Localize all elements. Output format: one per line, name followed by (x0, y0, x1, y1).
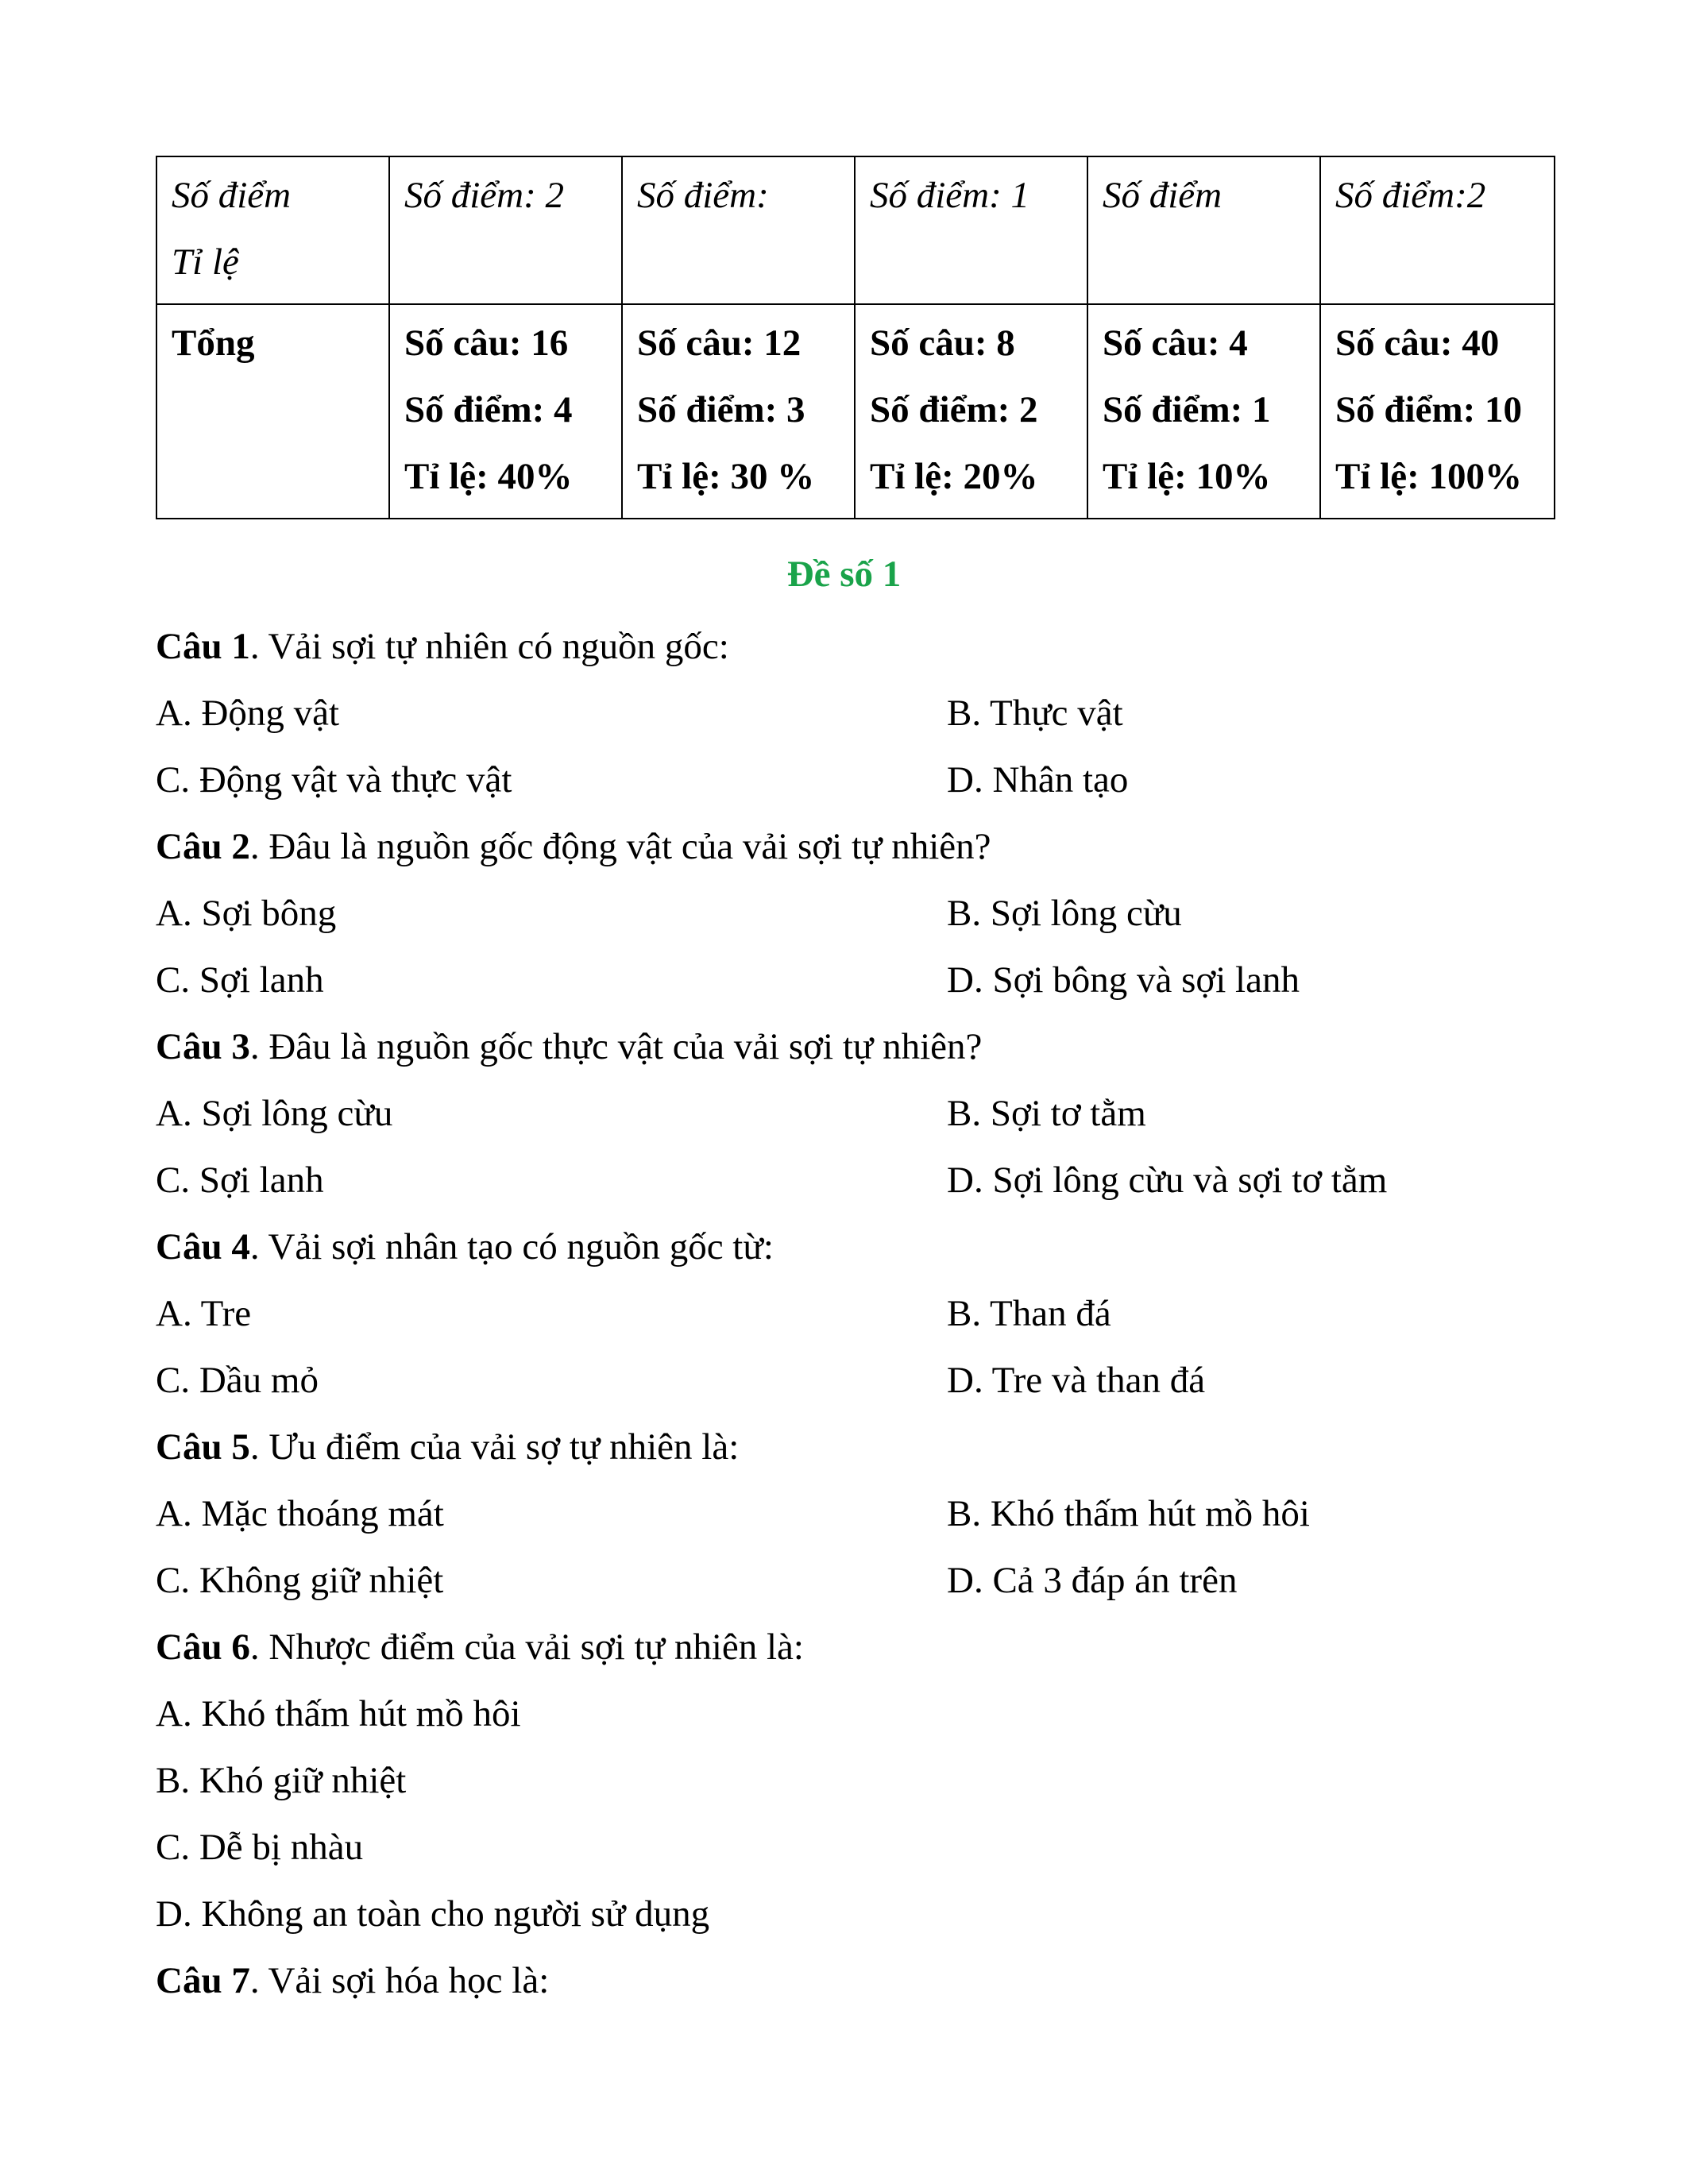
score-cell: Số điểm: 2 (389, 156, 622, 304)
ratio-value: Tỉ lệ: 10% (1103, 456, 1271, 497)
option-a: A. Sợi lông cừu (156, 1093, 393, 1134)
score-row (156, 156, 1555, 304)
question-stem (156, 1013, 1554, 1080)
question-label: Câu 7 (156, 1960, 250, 2001)
total-label: Tổng (156, 304, 389, 519)
option-d: D. Sợi bông và sợi lanh (947, 959, 1300, 1001)
option-d: D. Cả 3 đáp án trên (947, 1560, 1238, 1601)
score-cell: Số điểm (1087, 156, 1320, 304)
question-list (156, 613, 1554, 2014)
option-row (156, 1147, 1554, 1214)
option-a: A. Tre (156, 1293, 252, 1334)
exam-title: Đề số 1 (786, 554, 902, 595)
total-cell (1087, 304, 1320, 519)
score-value: Số điểm: 2 (870, 389, 1038, 430)
question-label: Câu 1 (156, 626, 250, 667)
option-b: B. Khó giữ nhiệt (156, 1760, 407, 1801)
question-stem (156, 1214, 1554, 1280)
question-stem (156, 1614, 1554, 1680)
option-a: A. Sợi bông (156, 893, 337, 934)
score-cell: Số điểm: 1 (855, 156, 1087, 304)
total-cell (389, 304, 622, 519)
score-row-label (156, 156, 389, 304)
option-row (156, 680, 1554, 747)
question-count: Số câu: 12 (637, 322, 802, 364)
total-cell (622, 304, 855, 519)
question-label: Câu 6 (156, 1626, 250, 1668)
question-text: . Đâu là nguồn gốc động vật của vải sợi tự nhiên? (249, 826, 991, 867)
ratio-label: Tỉ lệ (172, 241, 239, 283)
option-a: A. Khó thấm hút mồ hôi (156, 1693, 521, 1734)
option-b: B. Sợi lông cừu (947, 893, 1182, 934)
score-value: Số điểm: 4 (404, 389, 573, 430)
option-row (156, 880, 1554, 947)
option-d: D. Sợi lông cừu và sợi tơ tằm (947, 1160, 1388, 1201)
summary-table (156, 156, 1555, 519)
score-label: Số điểm (172, 175, 292, 216)
question-text: . Vải sợi tự nhiên có nguồn gốc: (249, 626, 729, 667)
question-stem (156, 613, 1554, 680)
option-row (156, 1280, 1554, 1347)
option-a: A. Mặc thoáng mát (156, 1493, 444, 1534)
option-b: B. Thực vật (947, 693, 1123, 734)
question-label: Câu 4 (156, 1226, 250, 1268)
option-c: C. Động vật và thực vật (156, 759, 512, 801)
option-b: B. Sợi tơ tằm (947, 1093, 1146, 1134)
score-cell: Số điểm:2 (1320, 156, 1555, 304)
option-a: A. Động vật (156, 693, 340, 734)
total-cell (1320, 304, 1555, 519)
option-c: C. Dầu mỏ (156, 1360, 319, 1401)
question-count: Số câu: 4 (1103, 322, 1248, 364)
question-text: . Ưu điểm của vải sợ tự nhiên là: (249, 1426, 740, 1468)
score-cell: Số điểm: (622, 156, 855, 304)
question-label: Câu 5 (156, 1426, 250, 1468)
ratio-value: Tỉ lệ: 100% (1335, 456, 1522, 497)
option-c: C. Sợi lanh (156, 1160, 324, 1201)
option-row (156, 1480, 1554, 1547)
option-row (156, 1547, 1554, 1614)
total-cell (855, 304, 1087, 519)
option-row (156, 1347, 1554, 1414)
option-c: C. Sợi lanh (156, 959, 324, 1001)
question-text: . Vải sợi nhân tạo có nguồn gốc từ: (249, 1226, 774, 1268)
score-value: Số điểm: 10 (1335, 389, 1522, 430)
question-count: Số câu: 8 (870, 322, 1015, 364)
question-text: . Nhược điểm của vải sợi tự nhiên là: (249, 1626, 804, 1668)
ratio-value: Tỉ lệ: 20% (870, 456, 1038, 497)
option-d: D. Tre và than đá (947, 1360, 1206, 1401)
option-c: C. Không giữ nhiệt (156, 1560, 444, 1601)
question-label: Câu 3 (156, 1026, 250, 1067)
option-b: B. Khó thấm hút mồ hôi (947, 1493, 1310, 1534)
score-value: Số điểm: 3 (637, 389, 805, 430)
ratio-value: Tỉ lệ: 30 % (637, 456, 815, 497)
question-label: Câu 2 (156, 826, 250, 867)
option-b: B. Than đá (947, 1293, 1111, 1334)
question-stem (156, 1414, 1554, 1480)
total-row (156, 304, 1555, 519)
option-row (156, 947, 1554, 1013)
question-count: Số câu: 16 (404, 322, 569, 364)
question-text: . Vải sợi hóa học là: (249, 1960, 550, 2001)
question-count: Số câu: 40 (1335, 322, 1500, 364)
question-stem (156, 813, 1554, 880)
option-row (156, 1080, 1554, 1147)
question-text: . Đâu là nguồn gốc thực vật của vải sợi tự nhiên? (249, 1026, 983, 1067)
question-stem (156, 1947, 1554, 2014)
option-row (156, 747, 1554, 813)
score-value: Số điểm: 1 (1103, 389, 1271, 430)
option-c: C. Dễ bị nhàu (156, 1827, 364, 1868)
ratio-value: Tỉ lệ: 40% (404, 456, 573, 497)
option-d: D. Nhân tạo (947, 759, 1129, 801)
option-d: D. Không an toàn cho người sử dụng (156, 1893, 710, 1935)
